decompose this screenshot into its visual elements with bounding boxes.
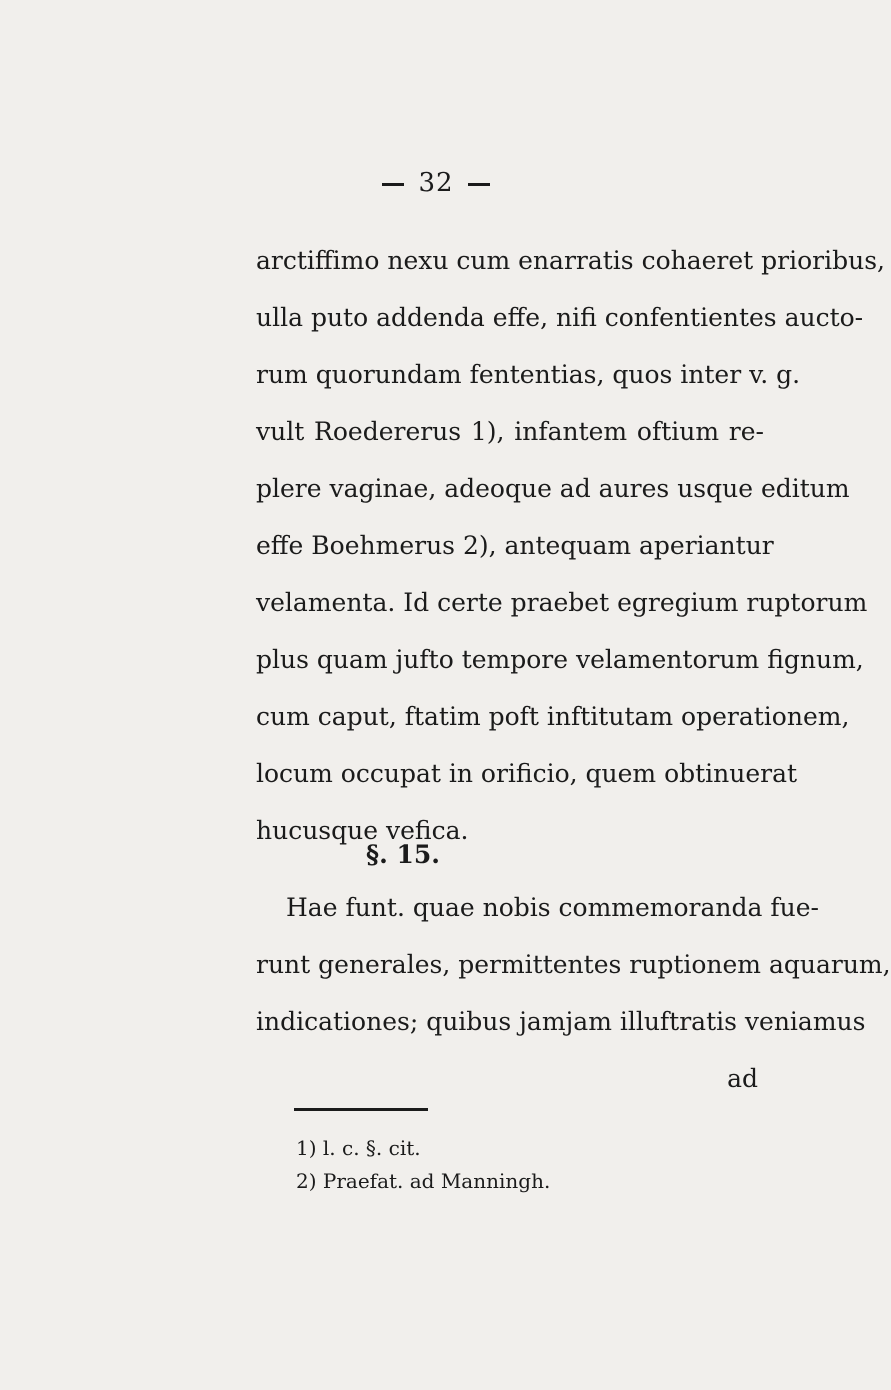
paragraph-2	[256, 879, 891, 1107]
footnote: 2) Praefat. ad Manningh.	[296, 1169, 551, 1193]
page-header	[36, 168, 836, 198]
footnote-rule	[294, 1108, 428, 1111]
text-line: velamenta. Id certe praebet egregium ruptorum	[256, 588, 868, 617]
text-line: ulla puto addenda effe, nifi confentientes aucto-	[256, 303, 864, 332]
text-line: effe Boehmerus 2), antequam aperiantur	[256, 531, 774, 560]
text-line: rum quorundam fententias, quos inter v. g.	[256, 360, 801, 389]
text-line: runt generales, permittentes ruptionem aquarum,	[256, 950, 891, 979]
header-dash-right	[468, 183, 490, 186]
text-line: plere vaginae, adeoque ad aures usque editum	[256, 474, 850, 503]
text-line: hucusque vefica.	[256, 816, 469, 845]
text-line: cum caput, ftatim poft inftitutam operationem,	[256, 702, 850, 731]
text-line: indicationes; quibus jamjam illuftratis veniamus	[256, 1007, 866, 1036]
text-line: Hae funt. quae nobis commemoranda fue-	[286, 893, 819, 922]
footnotes	[296, 1132, 550, 1198]
header-dash-left	[382, 183, 404, 186]
text-line: arctiffimo nexu cum enarratis cohaeret prioribus,	[256, 246, 886, 275]
footnote: 1) l. c. §. cit.	[296, 1136, 421, 1160]
section-heading: §. 15.	[366, 840, 440, 869]
text-line: locum occupat in orificio, quem obtinuerat	[256, 759, 798, 788]
catchword: ad	[727, 1064, 758, 1093]
text-line: plus quam jufto tempore velamentorum fignum,	[256, 645, 864, 674]
paragraph-1	[256, 232, 886, 859]
text-line: vult Roedererus 1), infantem oftium re-	[256, 417, 764, 446]
page-number: 32	[418, 168, 454, 198]
